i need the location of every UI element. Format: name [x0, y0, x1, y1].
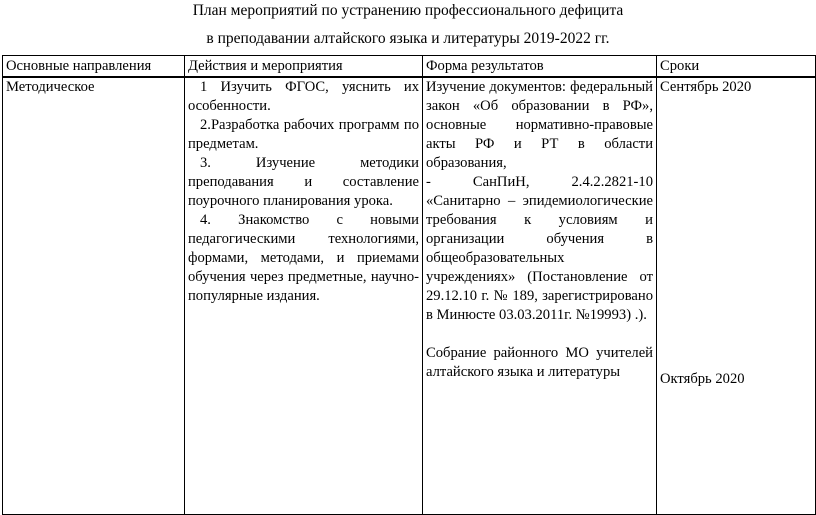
header-deadlines: Сроки: [657, 56, 816, 78]
result-meeting: Собрание районного МО учителей алтайского языка и литературы: [426, 345, 653, 380]
action-item-1: 1 Изучить ФГОС, уяснить их особенности.: [188, 79, 419, 114]
header-actions: Действия и мероприятия: [185, 56, 423, 78]
cell-results: [423, 77, 657, 515]
table-header-row: [3, 56, 816, 78]
deadline-2: Октябрь 2020: [660, 371, 745, 387]
header-directions: Основные направления: [3, 56, 185, 78]
plan-table: [2, 55, 816, 515]
header-results: Форма результатов: [423, 56, 657, 78]
result-sanpin: - СанПиН, 2.4.2.2821-10 «Санитарно – эпидемиологические требования к условиям и организации обучения в общеобразовательных учреждениях» (Постановление от 29.12.10 г. № 189, зарегистрировано в Минюсте 03.03.2011г. №19993) .).: [426, 174, 653, 323]
action-item-4: 4. Знакомство с новыми педагогическими технологиями, формами, методами, и приемами обучения через предметные, научно-популярные издания.: [188, 212, 419, 304]
deadline-1: Сентябрь 2020: [660, 79, 752, 95]
action-item-3: 3. Изучение методики преподавания и составление поурочного планирования урока.: [188, 155, 419, 209]
cell-deadlines: [657, 77, 816, 515]
document-title-line2: в преподавании алтайского языка и литературы 2019-2022 гг.: [206, 30, 610, 47]
cell-direction: Методическое: [3, 77, 185, 515]
action-item-2: 2.Разработка рабочих программ по предметам.: [188, 117, 419, 152]
cell-actions: [185, 77, 423, 515]
result-documents: Изучение документов: федеральный закон «Об образовании в РФ», основные нормативно-правовые акты РФ и РТ в области образования,: [426, 79, 653, 171]
document-title-line1: План мероприятий по устранению профессионального дефицита: [192, 2, 624, 19]
table-row: [3, 77, 816, 515]
